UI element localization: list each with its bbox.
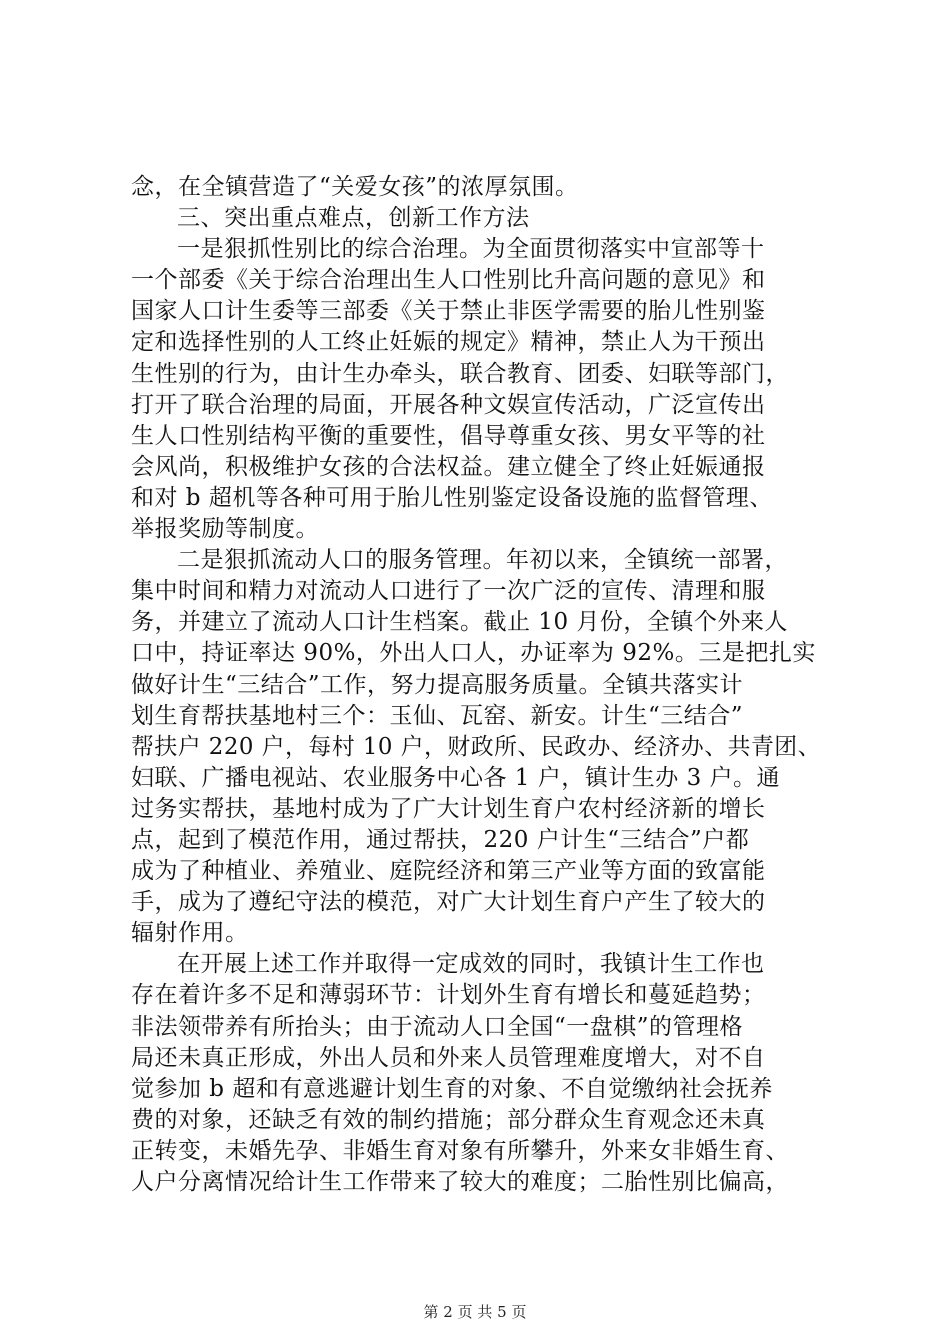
text-line: 点，起到了模范作用，通过帮扶，220 户计生“三结合”户都 — [131, 826, 750, 853]
paragraph-first-line: 一是狠抓性别比的综合治理。为全面贯彻落实中宣部等十 — [177, 236, 765, 263]
text-line: 集中时间和精力对流动人口进行了一次广泛的宣传、清理和服 — [131, 578, 766, 605]
text-line: 妇联、广播电视站、农业服务中心各 1 户，镇计生办 3 户。通 — [131, 764, 781, 791]
text-line: 和对 b 超机等各种可用于胎儿性别鉴定设备设施的监督管理、 — [131, 484, 773, 511]
text-line: 打开了联合治理的局面，开展各种文娱宣传活动，广泛宣传出 — [131, 391, 766, 418]
text-line: 定和选择性别的人工终止妊娠的规定》精神，禁止人为干预出 — [131, 329, 766, 356]
text-line: 成为了种植业、养殖业、庭院经济和第三产业等方面的致富能 — [131, 858, 766, 885]
text-line: 手，成为了遵纪守法的模范，对广大计划生育户产生了较大的 — [131, 889, 766, 916]
text-line: 正转变，未婚先孕、非婚生育对象有所攀升，外来女非婚生育、 — [131, 1137, 789, 1164]
text-line: 生人口性别结构平衡的重要性，倡导尊重女孩、男女平等的社 — [131, 422, 766, 449]
text-line: 人户分离情况给计生工作带来了较大的难度；二胎性别比偏高， — [131, 1169, 789, 1195]
paragraph-first-line: 三、突出重点难点，创新工作方法 — [177, 205, 530, 232]
page-footer: 第 2 页 共 5 页 — [423, 1303, 527, 1321]
text-line: 帮扶户 220 户，每村 10 户，财政所、民政办、经济办、共青团、 — [131, 733, 821, 760]
text-line: 举报奖励等制度。 — [131, 516, 319, 543]
text-line: 费的对象，还缺乏有效的制约措施；部分群众生育观念还未真 — [131, 1106, 766, 1133]
text-line: 生性别的行为，由计生办牵头，联合教育、团委、妇联等部门， — [131, 360, 789, 387]
text-line: 口中，持证率达 90%，外出人口人，办证率为 92%。三是把扎实 — [131, 640, 816, 667]
text-line: 辐射作用。 — [131, 920, 249, 947]
body-text — [131, 172, 821, 1198]
paragraph-first-line: 在开展上述工作并取得一定成效的同时，我镇计生工作也 — [177, 951, 765, 978]
text-line: 务，并建立了流动人口计生档案。截止 10 月份，全镇个外来人 — [131, 609, 788, 636]
text-line: 念，在全镇营造了“关爱女孩”的浓厚氛围。 — [131, 174, 579, 200]
paragraph-first-line: 二是狠抓流动人口的服务管理。年初以来，全镇统一部署， — [177, 547, 788, 574]
text-line: 非法领带养有所抬头；由于流动人口全国“一盘棋”的管理格 — [131, 1013, 744, 1040]
text-line: 局还未真正形成，外出人员和外来人员管理难度增大，对不自 — [131, 1044, 766, 1071]
text-line: 过务实帮扶，基地村成为了广大计划生育户农村经济新的增长 — [131, 795, 766, 822]
text-line: 国家人口计生委等三部委《关于禁止非医学需要的胎儿性别鉴 — [131, 298, 766, 325]
text-line: 划生育帮扶基地村三个：玉仙、瓦窑、新安。计生“三结合” — [131, 702, 744, 729]
text-line: 一个部委《关于综合治理出生人口性别比升高问题的意见》和 — [131, 267, 766, 294]
text-line: 存在着许多不足和薄弱环节：计划外生育有增长和蔓延趋势； — [131, 982, 766, 1009]
text-line: 觉参加 b 超和有意逃避计划生育的对象、不自觉缴纳社会抚养 — [131, 1075, 773, 1102]
text-line: 会风尚，积极维护女孩的合法权益。建立健全了终止妊娠通报 — [131, 453, 766, 480]
text-line: 做好计生“三结合”工作，努力提高服务质量。全镇共落实计 — [131, 671, 744, 698]
